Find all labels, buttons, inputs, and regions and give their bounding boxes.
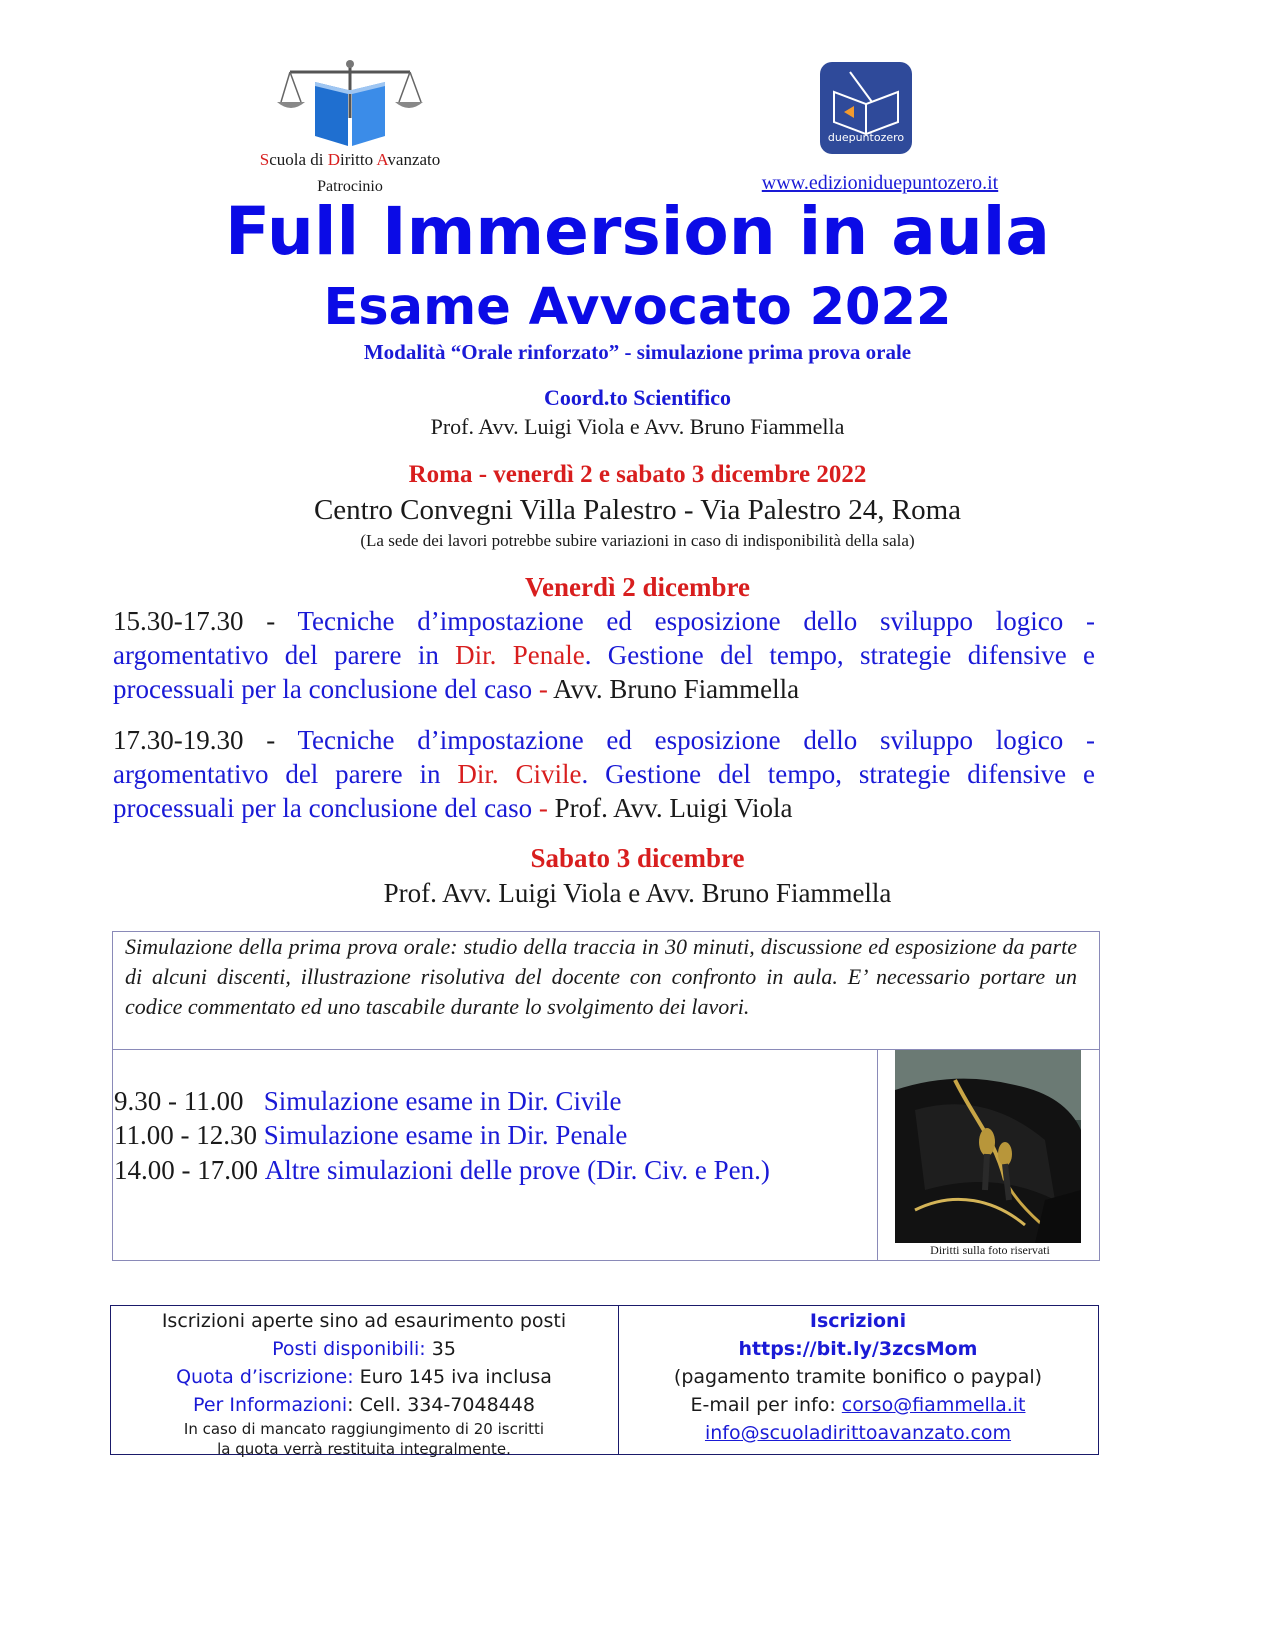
registration-heading: Iscrizioni bbox=[809, 1310, 907, 1332]
session-description: Tecniche d’impostazione ed esposizione dello sviluppo logico - argomentativo del parere in bbox=[113, 725, 1095, 789]
school-name-part: Scuola di bbox=[259, 150, 328, 169]
coordination-names: Prof. Avv. Luigi Viola e Avv. Bruno Fiammella bbox=[430, 414, 845, 439]
session-speaker: Avv. Bruno Fiammella bbox=[553, 674, 800, 704]
refund-note: In caso di mancato raggiungimento di 20 iscritti bbox=[183, 1420, 545, 1438]
schedule-row bbox=[114, 1120, 627, 1151]
page-subtitle: Esame Avvocato 2022 bbox=[323, 278, 952, 337]
session-description-cont: . Gestione del tempo, strategie difensive e processuali per la conclusione del caso bbox=[113, 759, 1096, 823]
contact-value: : Cell. 334-7048448 bbox=[347, 1394, 535, 1416]
event-venue: Centro Convegni Villa Palestro - Via Palestro 24, Roma bbox=[313, 494, 962, 526]
email-link-scuola[interactable]: info@scuoladirittoavanzato.com bbox=[704, 1422, 1012, 1444]
simulation-box-column-divider bbox=[877, 1049, 878, 1260]
payment-note: (pagamento tramite bonifico o paypal) bbox=[673, 1366, 1043, 1388]
session-time: 15.30-17.30 - bbox=[113, 606, 298, 636]
email-row bbox=[619, 1419, 1097, 1447]
school-name-part: Diritto bbox=[327, 150, 377, 169]
email-link-fiammella[interactable]: corso@fiammella.it bbox=[841, 1394, 1026, 1416]
registration-link[interactable]: https://bit.ly/3zcsMom bbox=[738, 1338, 978, 1360]
session-speaker: Prof. Avv. Luigi Viola bbox=[554, 793, 793, 823]
schedule-row bbox=[114, 1086, 621, 1117]
schedule-time: 9.30 - 11.00 bbox=[114, 1086, 264, 1116]
publisher-url-link[interactable]: www.edizioniduepuntozero.it bbox=[761, 172, 999, 194]
fee-value: Euro 145 iva inclusa bbox=[353, 1366, 552, 1388]
schedule-activity: Simulazione esame in Dir. Penale bbox=[263, 1120, 628, 1150]
patrocinio-label: Patrocinio bbox=[317, 178, 383, 195]
event-venue-note: (La sede dei lavori potrebbe subire variazioni in caso di indisponibilità della sala) bbox=[360, 531, 915, 550]
email-label: E-mail per info: bbox=[690, 1394, 842, 1416]
saturday-names: Prof. Avv. Luigi Viola e Avv. Bruno Fiammella bbox=[383, 878, 892, 908]
friday-session bbox=[113, 723, 1095, 825]
schedule-time: 11.00 - 12.30 bbox=[114, 1120, 264, 1150]
session-time: 17.30-19.30 - bbox=[113, 725, 298, 755]
fee-label: Quota d’iscrizione: bbox=[176, 1366, 354, 1388]
saturday-heading: Sabato 3 dicembre bbox=[530, 843, 745, 873]
session-dash: - bbox=[538, 674, 554, 704]
school-logo-scales-book-icon bbox=[275, 58, 425, 148]
session-description: Tecniche d’impostazione ed esposizione dello sviluppo logico - argomentativo del parere in bbox=[113, 606, 1095, 670]
lawyer-robe-photo bbox=[895, 1050, 1081, 1243]
seats-value: 35 bbox=[425, 1338, 456, 1360]
schedule-row bbox=[114, 1155, 770, 1186]
page-title: Full Immersion in aula bbox=[225, 193, 1050, 270]
email-row bbox=[619, 1391, 1097, 1419]
seats-label: Posti disponibili: bbox=[272, 1338, 426, 1360]
info-right-column bbox=[619, 1307, 1097, 1447]
simulation-description: Simulazione della prima prova orale: studio della traccia in 30 minuti, discussione ed esposizione da parte di alcuni discenti, illustrazione risolutiva del docente con confronto in aula. E’ necessario portare un codice commentato ed uno tascabile durante lo svolgimento dei lavori. bbox=[125, 934, 1077, 1019]
contact-row bbox=[110, 1391, 618, 1419]
registration-open-text: Iscrizioni aperte sino ad esaurimento posti bbox=[161, 1310, 567, 1332]
refund-note: la quota verrà restituita integralmente. bbox=[217, 1440, 511, 1458]
friday-session bbox=[113, 604, 1095, 706]
photo-credit: Diritti sulla foto riservati bbox=[930, 1243, 1050, 1257]
session-dash: - bbox=[538, 793, 555, 823]
session-subject: Dir. Civile bbox=[457, 759, 582, 789]
friday-heading: Venerdì 2 dicembre bbox=[525, 572, 750, 602]
event-date-line: Roma - venerdì 2 e sabato 3 dicembre 2022 bbox=[408, 461, 867, 488]
session-description-cont: . Gestione del tempo, strategie difensive e processuali per la conclusione del caso bbox=[113, 640, 1095, 704]
coordination-label: Coord.to Scientifico bbox=[544, 385, 731, 410]
schedule-activity: Simulazione esame in Dir. Civile bbox=[263, 1086, 622, 1116]
school-name-part: Avanzato bbox=[376, 150, 441, 169]
fee-row bbox=[110, 1363, 618, 1391]
schedule-activity: Altre simulazioni delle prove (Dir. Civ. e Pen.) bbox=[264, 1155, 770, 1185]
schedule-time: 14.00 - 17.00 bbox=[114, 1155, 265, 1185]
publisher-logo-text: duepuntozero bbox=[827, 131, 905, 144]
contact-label: Per Informazioni bbox=[193, 1394, 348, 1416]
modalita-line: Modalità “Orale rinforzato” - simulazione prima prova orale bbox=[363, 340, 912, 364]
session-subject: Dir. Penale bbox=[455, 640, 585, 670]
school-name bbox=[215, 150, 485, 170]
info-left-column bbox=[110, 1307, 618, 1459]
seats-row bbox=[110, 1335, 618, 1363]
